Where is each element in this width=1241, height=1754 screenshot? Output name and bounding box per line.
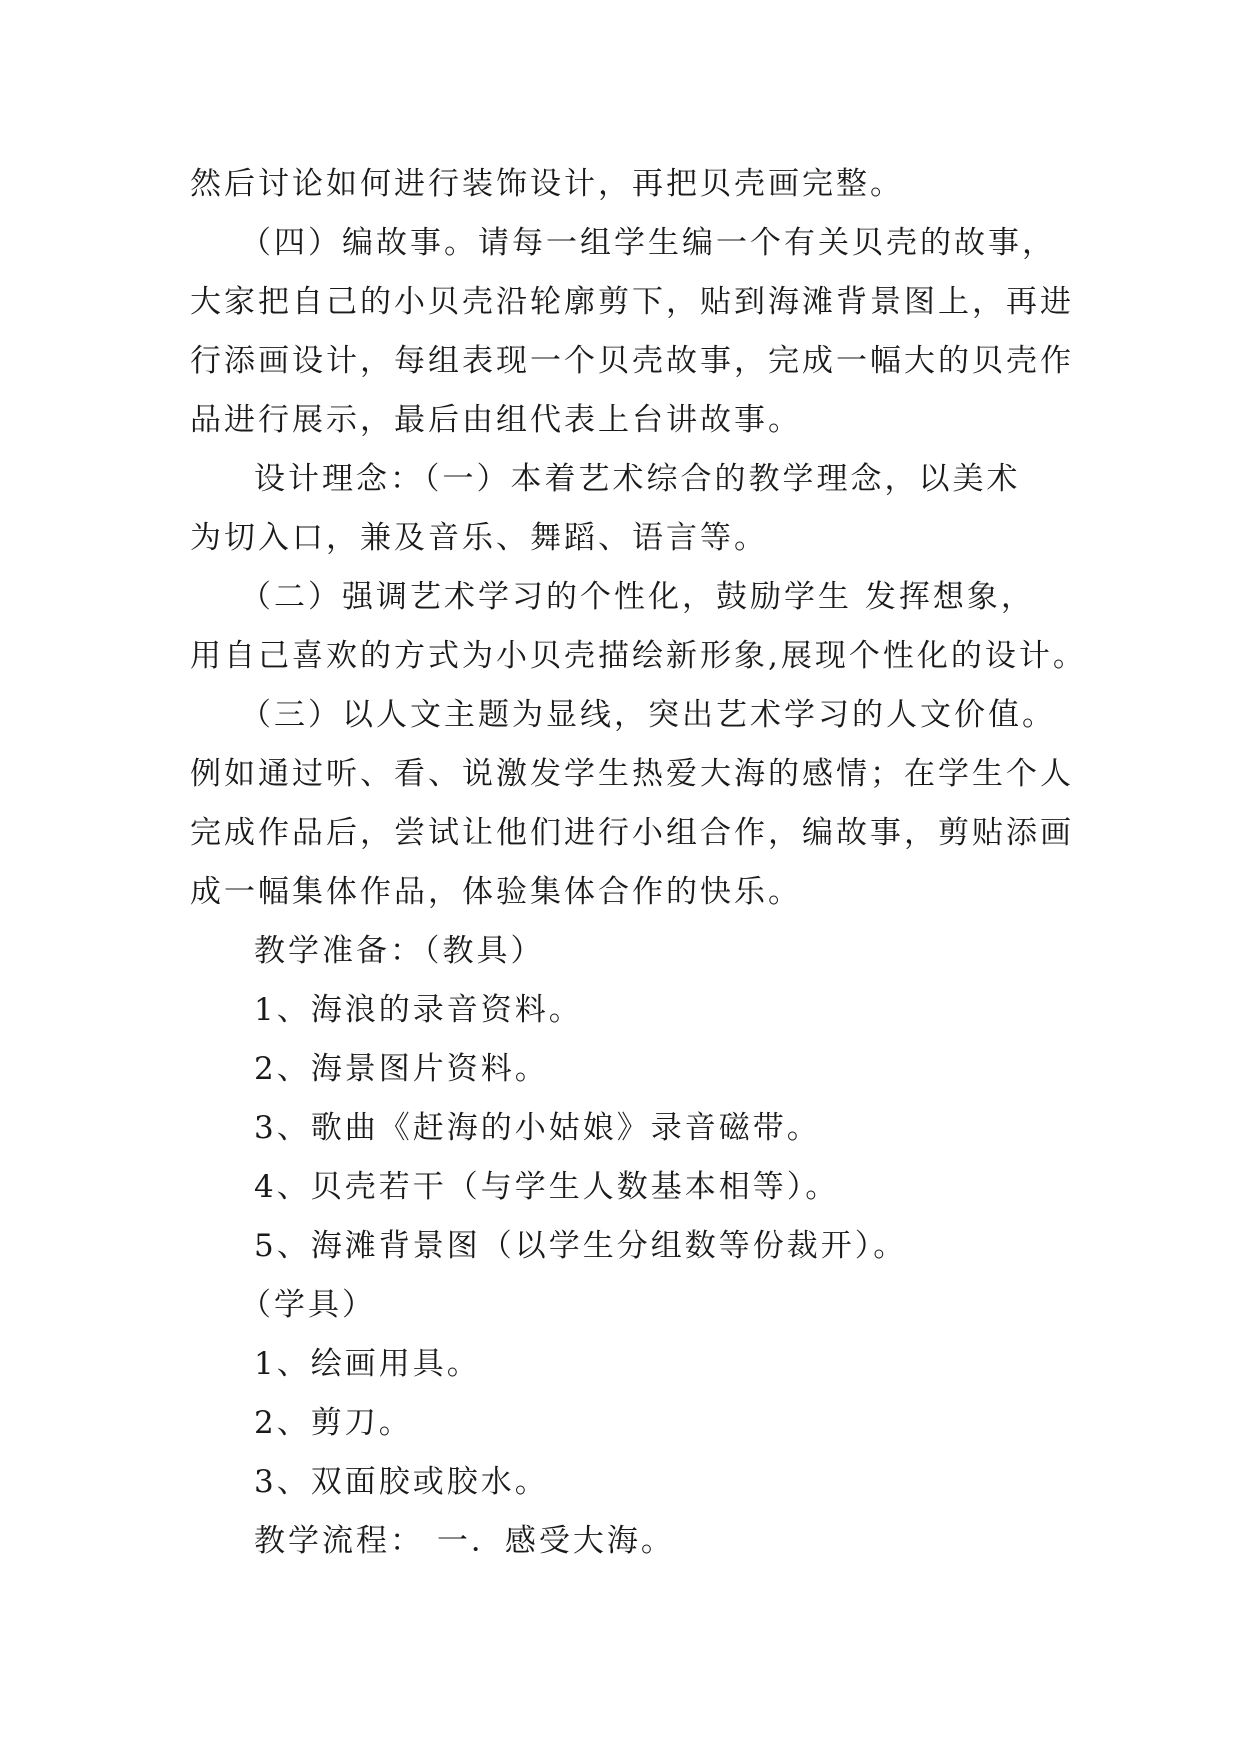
text-line: 设计理念：（一）本着艺术综合的教学理念，以美术: [254, 461, 1021, 497]
text-line: 完成作品后，尝试让他们进行小组合作，编故事，剪贴添画: [190, 815, 1074, 851]
text-line: 2、剪刀。: [254, 1405, 413, 1441]
text-line: （学具）: [240, 1287, 376, 1323]
text-line: （三）以人文主题为显线，突出艺术学习的人文价值。: [240, 697, 1056, 733]
text-line: 3、歌曲《赶海的小姑娘》录音磁带。: [254, 1110, 821, 1146]
text-line: 品进行展示，最后由组代表上台讲故事。: [190, 402, 802, 438]
text-line: 大家把自己的小贝壳沿轮廓剪下，贴到海滩背景图上，再进: [190, 284, 1074, 320]
text-line: 4、贝壳若干（与学生人数基本相等）。: [254, 1169, 840, 1205]
text-line: 1、海浪的录音资料。: [254, 992, 583, 1028]
text-line: 1、绘画用具。: [254, 1346, 481, 1382]
text-line: 教学准备：（教具）: [254, 933, 545, 969]
text-line: 为切入口，兼及音乐、舞蹈、语言等。: [190, 520, 768, 556]
text-line: 5、海滩背景图（以学生分组数等份裁开）。: [254, 1228, 908, 1264]
text-line: （二）强调艺术学习的个性化，鼓励学生 发挥想象，: [240, 579, 1035, 615]
text-line: 用自己喜欢的方式为小贝壳描绘新形象,展现个性化的设计。: [190, 638, 1087, 674]
text-line: 成一幅集体作品，体验集体合作的快乐。: [190, 874, 802, 910]
text-line: 行添画设计，每组表现一个贝壳故事，完成一幅大的贝壳作: [190, 343, 1074, 379]
text-line: 2、海景图片资料。: [254, 1051, 549, 1087]
text-line: 例如通过听、看、说激发学生热爱大海的感情；在学生个人: [190, 756, 1074, 792]
text-line: 教学流程： 一．感受大海。: [254, 1523, 675, 1559]
text-line: （四）编故事。请每一组学生编一个有关贝壳的故事，: [240, 225, 1056, 261]
text-line: 3、双面胶或胶水。: [254, 1464, 549, 1500]
text-line: 然后讨论如何进行装饰设计，再把贝壳画完整。: [190, 166, 904, 202]
